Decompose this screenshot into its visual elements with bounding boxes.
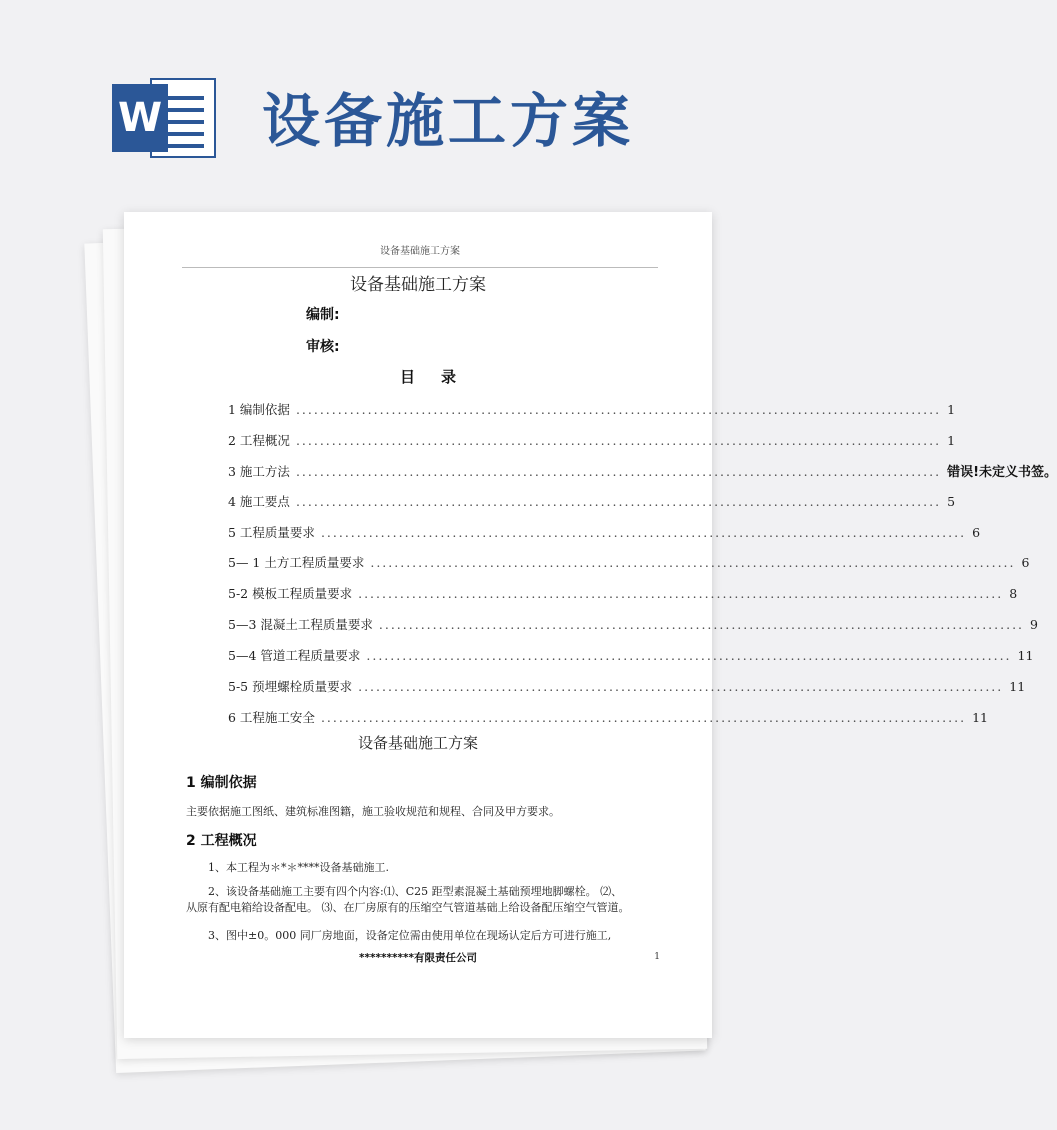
paragraph: 主要依据施工图纸、建筑标准图籍，施工验收规范和规程、合同及甲方要求。 — [186, 805, 560, 818]
toc-entry-page: 5 — [947, 494, 956, 509]
toc-heading: 目录 — [400, 368, 483, 386]
paragraph: 2、该设备基础施工主要有四个内容:⑴、C25 距型素混凝土基础预埋地脚螺栓。 ⑵、 — [208, 885, 623, 898]
toc-entry[interactable] — [228, 523, 981, 543]
toc-leader-dots: ............................................................................................................ — [320, 525, 967, 540]
toc-leader-dots: ............................................................................................................ — [366, 648, 1012, 663]
running-header: 设备基础施工方案 — [182, 242, 658, 268]
toc-entry-label: 5— 1 土方工程质量要求 — [228, 555, 365, 570]
toc-entry-label: 4 施工要点 — [228, 494, 290, 509]
paragraph: 从原有配电箱给设备配电。 ⑶、在厂房原有的压缩空气管道基础上给设备配压缩空气管道。 — [186, 901, 630, 914]
toc-entry-page: 11 — [1017, 648, 1034, 663]
toc-entry-page: 6 — [1021, 555, 1030, 570]
toc-leader-dots: ............................................................................................................ — [358, 586, 1004, 601]
paragraph: 1、本工程为＊*＊****设备基础施工. — [208, 861, 389, 874]
toc-entry[interactable] — [228, 646, 1034, 666]
toc-entry-label: 5-2 模板工程质量要求 — [228, 586, 353, 601]
toc-entry-label: 5—3 混凝土工程质量要求 — [228, 617, 373, 632]
toc-entry-label: 1 编制依据 — [228, 402, 290, 417]
toc-entry[interactable] — [228, 584, 1018, 604]
toc-leader-dots: ............................................................................................................ — [295, 494, 942, 509]
toc-entry[interactable] — [228, 677, 1026, 697]
section-heading: 2 工程概况 — [186, 833, 257, 849]
word-document-icon — [112, 78, 216, 158]
toc-entry[interactable] — [228, 492, 956, 512]
toc-entry-page: 1 — [947, 402, 956, 417]
toc-entry[interactable] — [228, 553, 1030, 573]
footer-page-number: 1 — [654, 952, 660, 962]
toc-entry-page: 11 — [972, 710, 988, 725]
section-heading: 1 编制依据 — [186, 775, 257, 791]
toc-entry-page: 11 — [1009, 679, 1026, 694]
toc-entry[interactable] — [228, 431, 956, 451]
word-icon-letter: W — [112, 84, 168, 152]
body-title: 设备基础施工方案 — [357, 734, 478, 752]
toc-leader-dots: ............................................................................................................ — [295, 402, 942, 417]
toc-entry[interactable] — [228, 708, 988, 728]
toc-entry[interactable] — [228, 461, 1057, 481]
toc-entry-page: 错误!未定义书签。 — [947, 465, 1057, 480]
toc-entry-page: 6 — [972, 525, 981, 540]
toc-entry-label: 5 工程质量要求 — [228, 525, 315, 540]
toc-entry-label: 2 工程概况 — [228, 433, 290, 448]
paragraph: 3、图中±0。000 同厂房地面，设备定位需由使用单位在现场认定后方可进行施工, — [208, 929, 612, 942]
toc-entry-page: 1 — [947, 433, 956, 448]
toc-leader-dots: ............................................................................................................ — [295, 433, 942, 448]
toc-entry[interactable] — [228, 400, 956, 420]
toc-entry[interactable] — [228, 615, 1038, 635]
toc-entry-page: 8 — [1009, 586, 1018, 601]
toc-entry-label: 6 工程施工安全 — [228, 710, 315, 725]
document-page — [124, 212, 1057, 1038]
toc-leader-dots: ............................................................................................................ — [320, 710, 967, 725]
toc-leader-dots: ............................................................................................................ — [295, 464, 942, 479]
toc-leader-dots: ............................................................................................................ — [378, 617, 1025, 632]
compiled-by-label: 编制: — [306, 307, 340, 323]
toc-entry-label: 3 施工方法 — [228, 464, 290, 479]
toc-entry-label: 5—4 管道工程质量要求 — [228, 648, 361, 663]
toc-entry-page: 9 — [1030, 617, 1038, 632]
toc-entry-label: 5-5 预埋螺栓质量要求 — [228, 679, 353, 694]
footer-company: **********有限责任公司 — [359, 952, 477, 964]
toc-leader-dots: ............................................................................................................ — [358, 679, 1004, 694]
document-title: 设备基础施工方案 — [350, 275, 486, 295]
banner-title: 设备施工方案 — [262, 87, 635, 155]
banner — [0, 0, 800, 200]
reviewed-by-label: 审核: — [306, 339, 340, 355]
toc-leader-dots: ............................................................................................................ — [370, 555, 1016, 570]
